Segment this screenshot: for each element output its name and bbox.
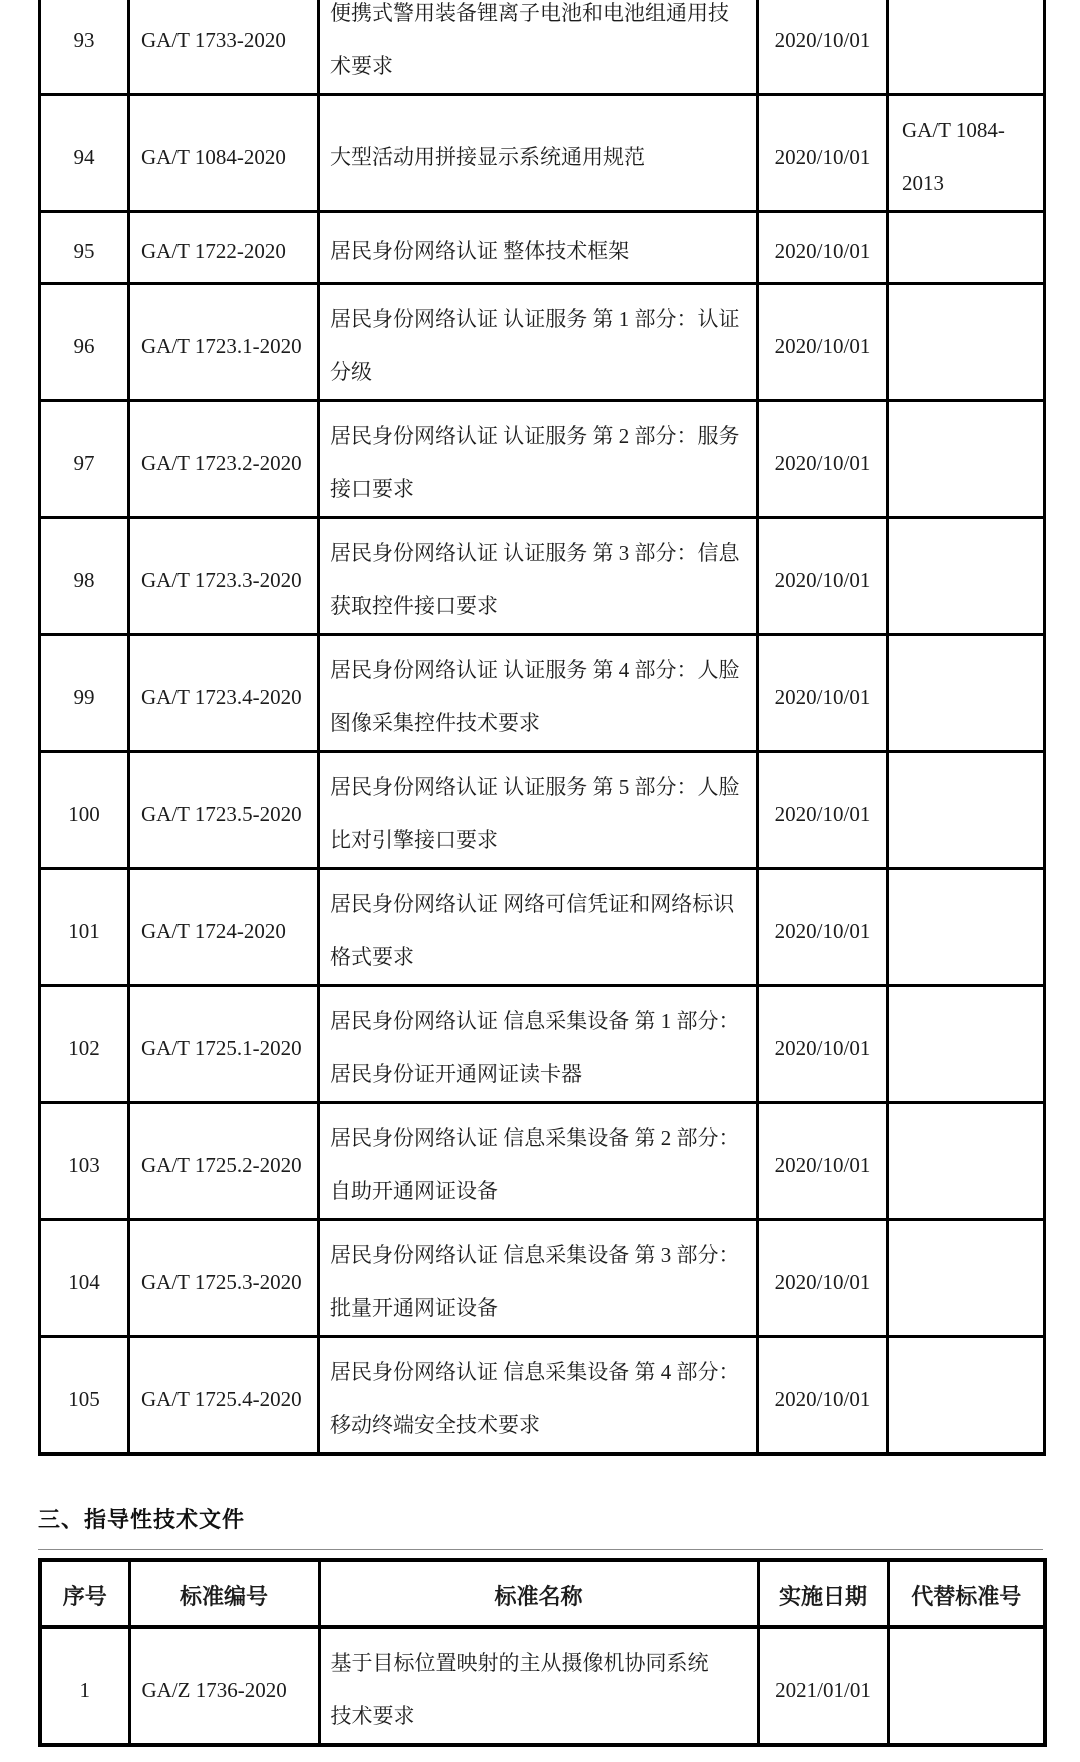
row-number-cell bbox=[40, 401, 129, 518]
standard-name-cell bbox=[319, 518, 758, 635]
row-number-cell bbox=[40, 0, 129, 95]
text-line: GA/T 1723.5-2020 bbox=[141, 801, 302, 826]
implementation-date-cell bbox=[758, 986, 888, 1103]
implementation-date-cell bbox=[758, 1220, 888, 1337]
implementation-date-cell bbox=[758, 0, 888, 95]
row-number-cell bbox=[40, 752, 129, 869]
guidance-documents-table bbox=[38, 1558, 1047, 1747]
replaced-standard-cell bbox=[888, 869, 1045, 986]
text-line: 2020/10/01 bbox=[774, 333, 871, 358]
row-number-cell bbox=[40, 1103, 129, 1220]
text-line: 大型活动用拼接显示系统通用规范 bbox=[330, 144, 645, 169]
standard-code-cell bbox=[129, 284, 319, 401]
table-row bbox=[40, 518, 1045, 635]
implementation-date-cell bbox=[758, 1337, 888, 1455]
text-line: 2020/10/01 bbox=[774, 1035, 871, 1060]
text-line: 自助开通网证设备 bbox=[330, 1179, 498, 1203]
text-line: 基于目标位置映射的主从摄像机协同系统 bbox=[330, 1651, 709, 1675]
standard-name-cell bbox=[319, 752, 758, 869]
standard-code-cell bbox=[129, 1220, 319, 1337]
text-line: 99 bbox=[73, 684, 95, 709]
text-line: 98 bbox=[73, 567, 95, 592]
standard-name-cell bbox=[319, 1627, 758, 1745]
replaced-standard-cell bbox=[888, 95, 1045, 212]
replaced-standard-cell bbox=[888, 752, 1045, 869]
standards-table-body bbox=[40, 0, 1045, 1454]
table-row bbox=[40, 986, 1045, 1103]
guidance-table-body bbox=[40, 1627, 1045, 1745]
standard-name-cell bbox=[319, 635, 758, 752]
implementation-date-cell bbox=[758, 869, 888, 986]
guidance-table-header-row bbox=[40, 1560, 1045, 1627]
text-line: 2020/10/01 bbox=[774, 1386, 871, 1411]
replaced-standard-cell bbox=[888, 401, 1045, 518]
text-line: 居民身份网络认证 认证服务 第 1 部分：认证 bbox=[330, 307, 740, 331]
text-line: 批量开通网证设备 bbox=[330, 1296, 498, 1320]
row-number-cell bbox=[40, 284, 129, 401]
text-line: 2020/10/01 bbox=[774, 1152, 871, 1177]
text-line: GA/T 1725.3-2020 bbox=[141, 1269, 302, 1294]
text-line: 2021/01/01 bbox=[775, 1677, 871, 1702]
row-number-cell bbox=[40, 1220, 129, 1337]
replaced-standard-cell bbox=[888, 1103, 1045, 1220]
row-number-cell bbox=[40, 95, 129, 212]
replaced-standard-cell bbox=[888, 986, 1045, 1103]
implementation-date-cell bbox=[758, 518, 888, 635]
text-line: GA/T 1725.2-2020 bbox=[141, 1152, 302, 1177]
text-line: 104 bbox=[68, 1269, 100, 1294]
standard-code-cell bbox=[129, 1103, 319, 1220]
text-line: 居民身份网络认证 认证服务 第 5 部分：人脸 bbox=[330, 775, 740, 799]
table-row bbox=[40, 95, 1045, 212]
text-line: 图像采集控件技术要求 bbox=[330, 711, 540, 735]
standard-code-cell bbox=[129, 212, 319, 284]
text-line: 97 bbox=[73, 450, 95, 475]
text-line: 居民身份证开通网证读卡器 bbox=[330, 1062, 582, 1086]
standard-name-cell bbox=[319, 0, 758, 95]
table-row bbox=[40, 635, 1045, 752]
standards-table-continued bbox=[38, 0, 1046, 1456]
implementation-date-cell bbox=[758, 635, 888, 752]
text-line: GA/T 1723.1-2020 bbox=[141, 333, 302, 358]
text-line: GA/T 1723.2-2020 bbox=[141, 450, 302, 475]
implementation-date-cell bbox=[758, 1103, 888, 1220]
standard-code-cell bbox=[129, 0, 319, 95]
table-row bbox=[40, 752, 1045, 869]
text-line: GA/T 1725.4-2020 bbox=[141, 1386, 302, 1411]
text-line: 格式要求 bbox=[330, 945, 414, 969]
col-header-date: 实施日期 bbox=[758, 1560, 888, 1627]
text-line: 105 bbox=[68, 1386, 100, 1411]
text-line: 2020/10/01 bbox=[774, 1269, 871, 1294]
standard-name-cell bbox=[319, 986, 758, 1103]
table-row bbox=[40, 1627, 1045, 1745]
replaced-standard-cell bbox=[888, 518, 1045, 635]
text-line: 2020/10/01 bbox=[774, 239, 871, 263]
text-line: GA/Z 1736-2020 bbox=[141, 1677, 287, 1702]
col-header-number: 序号 bbox=[40, 1560, 129, 1627]
standard-code-cell bbox=[129, 518, 319, 635]
text-line: 94 bbox=[73, 144, 95, 169]
text-line: 2013 bbox=[902, 171, 944, 195]
text-line: 术要求 bbox=[330, 54, 393, 78]
text-line: 居民身份网络认证 网络可信凭证和网络标识 bbox=[330, 892, 735, 916]
text-line: 95 bbox=[73, 239, 95, 263]
standard-code-cell bbox=[129, 1627, 319, 1745]
text-line: GA/T 1723.3-2020 bbox=[141, 567, 302, 592]
implementation-date-cell bbox=[758, 752, 888, 869]
implementation-date-cell bbox=[758, 212, 888, 284]
table-row bbox=[40, 869, 1045, 986]
table-row bbox=[40, 212, 1045, 284]
standard-name-cell bbox=[319, 1220, 758, 1337]
text-line: 2020/10/01 bbox=[774, 27, 871, 52]
row-number-cell bbox=[40, 212, 129, 284]
replaced-standard-cell bbox=[888, 1220, 1045, 1337]
text-line: 2020/10/01 bbox=[774, 144, 871, 169]
table-row bbox=[40, 284, 1045, 401]
standard-code-cell bbox=[129, 635, 319, 752]
standard-code-cell bbox=[129, 752, 319, 869]
standard-code-cell bbox=[129, 986, 319, 1103]
replaced-standard-cell bbox=[888, 1337, 1045, 1455]
text-line: 居民身份网络认证 信息采集设备 第 2 部分： bbox=[330, 1126, 740, 1150]
replaced-standard-cell bbox=[888, 284, 1045, 401]
table-row bbox=[40, 401, 1045, 518]
standard-name-cell bbox=[319, 95, 758, 212]
table-row bbox=[40, 0, 1045, 95]
standard-name-cell bbox=[319, 1337, 758, 1455]
row-number-cell bbox=[40, 1627, 129, 1745]
replaced-standard-cell bbox=[888, 212, 1045, 284]
text-line: 2020/10/01 bbox=[774, 801, 871, 826]
text-line: 居民身份网络认证 整体技术框架 bbox=[330, 239, 630, 263]
text-line: 93 bbox=[73, 27, 95, 52]
standard-name-cell bbox=[319, 212, 758, 284]
table-row bbox=[40, 1103, 1045, 1220]
section-heading: 三、指导性技术文件 bbox=[38, 1507, 246, 1532]
text-line: 100 bbox=[68, 801, 100, 826]
text-line: 居民身份网络认证 认证服务 第 2 部分：服务 bbox=[330, 424, 740, 448]
text-line: 103 bbox=[68, 1152, 100, 1177]
text-line: 102 bbox=[68, 1035, 100, 1060]
col-header-name: 标准名称 bbox=[319, 1560, 758, 1627]
row-number-cell bbox=[40, 518, 129, 635]
text-line: 2020/10/01 bbox=[774, 684, 871, 709]
text-line: 移动终端安全技术要求 bbox=[330, 1413, 540, 1437]
text-line: 居民身份网络认证 认证服务 第 3 部分：信息 bbox=[330, 541, 740, 565]
table-row bbox=[40, 1220, 1045, 1337]
standard-code-cell bbox=[129, 95, 319, 212]
text-line: GA/T 1725.1-2020 bbox=[141, 1035, 302, 1060]
text-line: 居民身份网络认证 信息采集设备 第 1 部分： bbox=[330, 1009, 740, 1033]
table-row bbox=[40, 1337, 1045, 1455]
text-line: 获取控件接口要求 bbox=[330, 594, 498, 618]
standard-code-cell bbox=[129, 869, 319, 986]
text-line: 比对引擎接口要求 bbox=[330, 828, 498, 852]
standard-name-cell bbox=[319, 1103, 758, 1220]
standard-name-cell bbox=[319, 284, 758, 401]
standard-code-cell bbox=[129, 1337, 319, 1455]
implementation-date-cell bbox=[758, 1627, 888, 1745]
text-line: 2020/10/01 bbox=[774, 450, 871, 475]
implementation-date-cell bbox=[758, 284, 888, 401]
replaced-standard-cell bbox=[888, 0, 1045, 95]
standard-code-cell bbox=[129, 401, 319, 518]
col-header-replaced: 代替标准号 bbox=[888, 1560, 1045, 1627]
standard-name-cell bbox=[319, 401, 758, 518]
text-line: GA/T 1723.4-2020 bbox=[141, 684, 302, 709]
text-line: 2020/10/01 bbox=[774, 918, 871, 943]
standard-name-cell bbox=[319, 869, 758, 986]
text-line: 96 bbox=[73, 333, 95, 358]
text-line: 101 bbox=[68, 918, 100, 943]
text-line: GA/T 1724-2020 bbox=[141, 918, 286, 943]
text-line: 居民身份网络认证 信息采集设备 第 3 部分： bbox=[330, 1243, 740, 1267]
implementation-date-cell bbox=[758, 95, 888, 212]
row-number-cell bbox=[40, 869, 129, 986]
text-line: 便携式警用装备锂离子电池和电池组通用技 bbox=[330, 1, 729, 25]
text-line: GA/T 1722-2020 bbox=[141, 239, 286, 263]
text-line: 分级 bbox=[330, 360, 372, 384]
implementation-date-cell bbox=[758, 401, 888, 518]
row-number-cell bbox=[40, 635, 129, 752]
text-line: 接口要求 bbox=[330, 477, 414, 501]
horizontal-rule bbox=[38, 1549, 1043, 1550]
text-line: 居民身份网络认证 信息采集设备 第 4 部分： bbox=[330, 1360, 740, 1384]
text-line: GA/T 1084- bbox=[902, 118, 1005, 142]
text-line: 居民身份网络认证 认证服务 第 4 部分：人脸 bbox=[330, 658, 740, 682]
row-number-cell bbox=[40, 986, 129, 1103]
replaced-standard-cell bbox=[888, 635, 1045, 752]
col-header-code: 标准编号 bbox=[129, 1560, 319, 1627]
text-line: 2020/10/01 bbox=[774, 567, 871, 592]
text-line: GA/T 1084-2020 bbox=[141, 144, 286, 169]
text-line: 1 bbox=[79, 1677, 90, 1702]
row-number-cell bbox=[40, 1337, 129, 1455]
text-line: GA/T 1733-2020 bbox=[141, 27, 286, 52]
replaced-standard-cell bbox=[888, 1627, 1045, 1745]
text-line: 技术要求 bbox=[330, 1704, 415, 1728]
